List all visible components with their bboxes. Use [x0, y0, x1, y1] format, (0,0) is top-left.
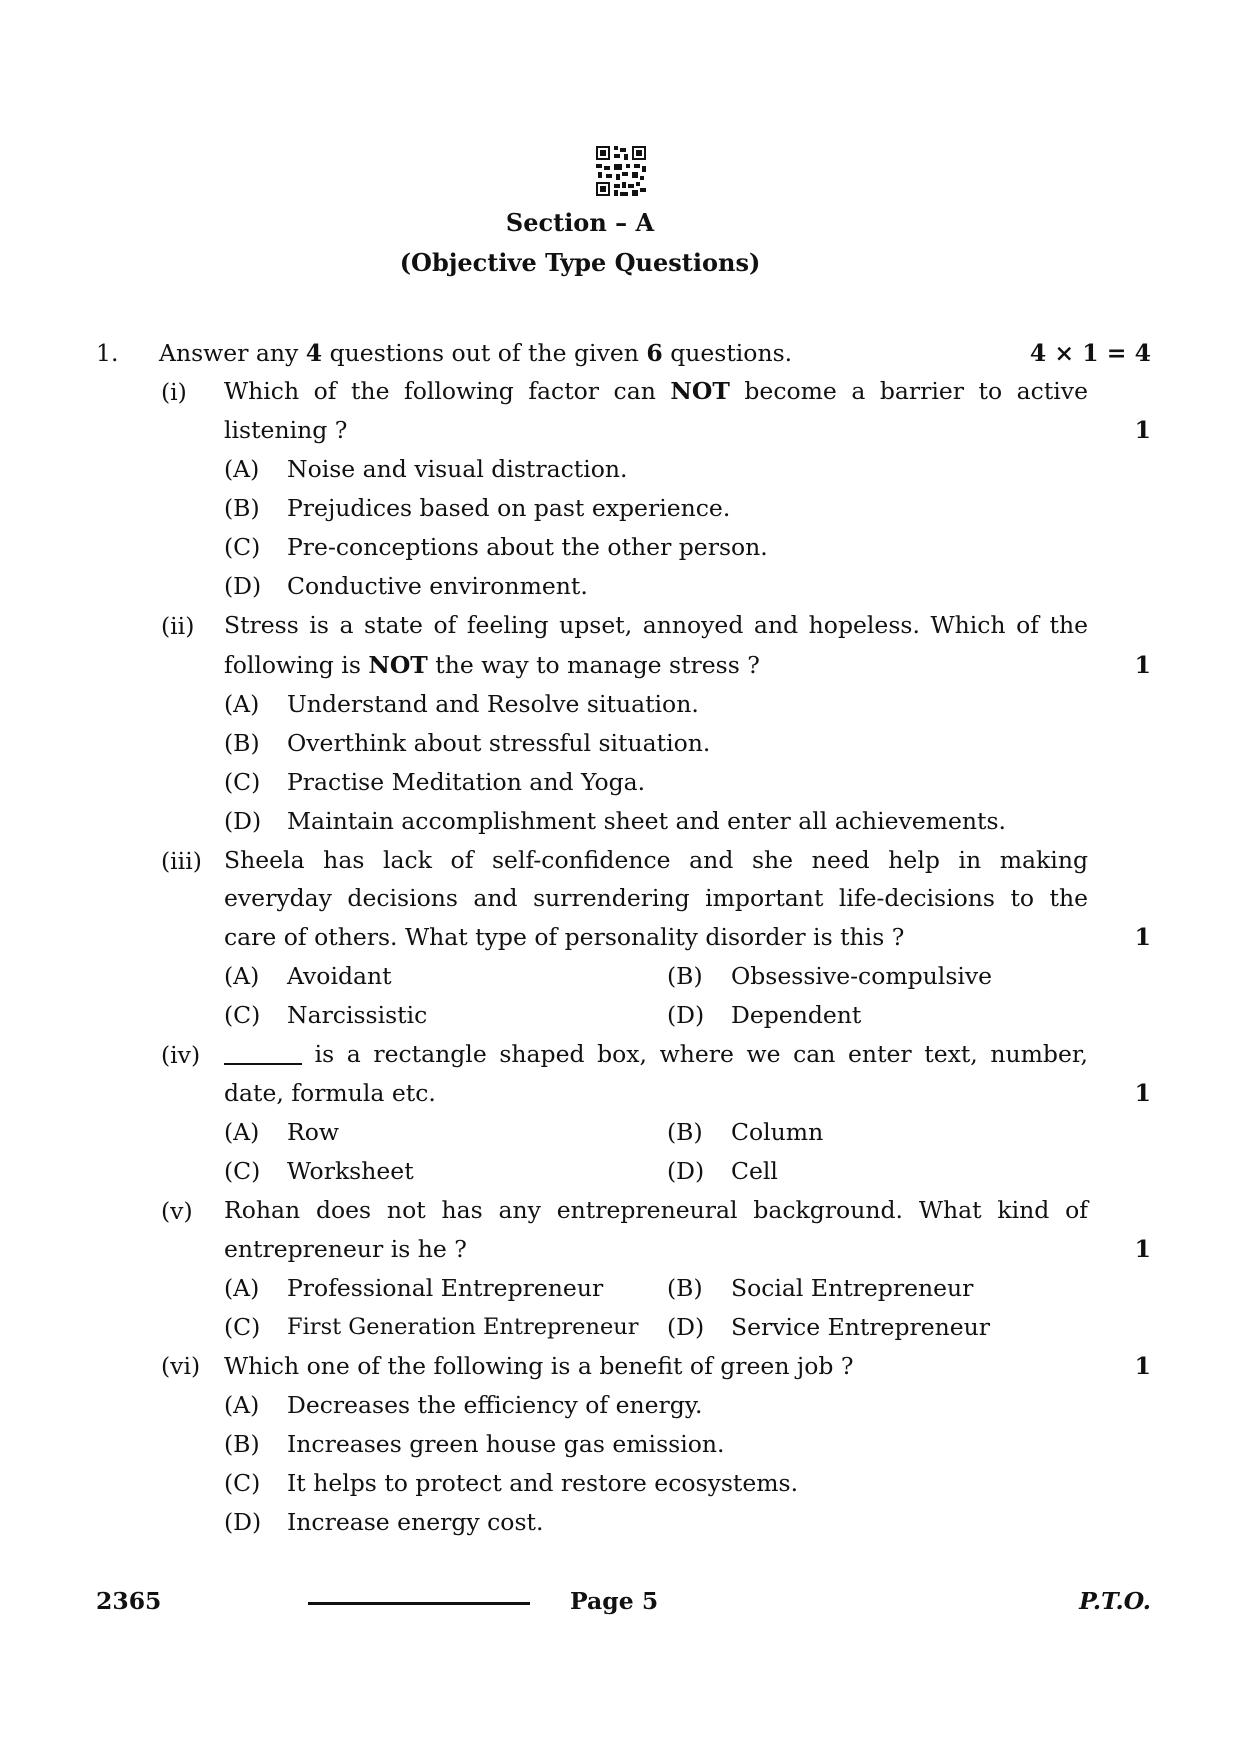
option-text: Noise and visual distraction. [287, 455, 628, 483]
option-letter: (A) [224, 1391, 260, 1419]
option-letter: (A) [224, 962, 260, 990]
option-text: Practise Meditation and Yoga. [287, 768, 646, 796]
subq-mark: 1 [1134, 1352, 1151, 1380]
option-text: Social Entrepreneur [731, 1274, 974, 1302]
option-text: It helps to protect and restore ecosystems. [287, 1469, 799, 1497]
subq-label: (iv) [161, 1041, 201, 1069]
option-letter: (D) [224, 572, 262, 600]
page-number: Page 5 [570, 1587, 659, 1615]
option-letter: (C) [224, 1469, 261, 1497]
section-subtitle: (Objective Type Questions) [399, 248, 761, 277]
option-text: Maintain accomplishment sheet and enter all achievements. [287, 807, 1006, 835]
option-letter: (D) [224, 1508, 262, 1536]
subq-mark: 1 [1134, 651, 1151, 679]
subq-text-cont: care of others. What type of personality disorder is this ? [224, 923, 905, 951]
option-text: Cell [731, 1157, 778, 1185]
option-text: Increases green house gas emission. [287, 1430, 725, 1458]
option-text: Decreases the efficiency of energy. [287, 1391, 703, 1419]
option-text: Conductive environment. [287, 572, 588, 600]
subq-text-cont: following is NOT the way to manage stress ? [224, 651, 760, 679]
option-text: Overthink about stressful situation. [287, 729, 711, 757]
subq-text: Rohan does not has any entrepreneural background. What kind of [224, 1196, 1088, 1224]
subq-mark: 1 [1134, 416, 1151, 444]
option-text: Narcissistic [287, 1001, 428, 1029]
subq-mark: 1 [1134, 1079, 1151, 1107]
pto-label: P.T.O. [1079, 1587, 1151, 1615]
option-text: Pre-conceptions about the other person. [287, 533, 768, 561]
option-letter: (A) [224, 455, 260, 483]
option-letter: (A) [224, 1274, 260, 1302]
option-letter: (B) [667, 962, 703, 990]
option-text: Column [731, 1118, 824, 1146]
subq-text: Which of the following factor can NOT become a barrier to active [224, 377, 1088, 405]
subq-text: Sheela has lack of self-confidence and she need help in making [224, 846, 1088, 874]
option-letter: (D) [667, 1001, 705, 1029]
option-letter: (A) [224, 690, 260, 718]
option-letter: (B) [667, 1274, 703, 1302]
option-letter: (C) [224, 533, 261, 561]
option-text: Avoidant [287, 962, 392, 990]
option-text: Obsessive-compulsive [731, 962, 993, 990]
option-text: Service Entrepreneur [731, 1313, 991, 1341]
subq-text: is a rectangle shaped box, where we can enter text, number, [224, 1036, 1088, 1074]
option-letter: (A) [224, 1118, 260, 1146]
option-letter: (D) [667, 1157, 705, 1185]
subq-label: (v) [161, 1197, 193, 1225]
option-text: Increase energy cost. [287, 1508, 544, 1536]
question-marks: 4 × 1 = 4 [1029, 339, 1151, 367]
option-letter: (B) [224, 1430, 260, 1458]
question-instruction: Answer any 4 questions out of the given 6 questions. [159, 339, 793, 367]
option-letter: (D) [667, 1313, 705, 1341]
subq-text-cont: everyday decisions and surrendering important life-decisions to the [224, 884, 1088, 912]
option-text: First Generation Entrepreneur [287, 1314, 639, 1340]
subq-label: (ii) [161, 612, 195, 640]
option-letter: (B) [224, 729, 260, 757]
qr-code-icon [596, 146, 646, 196]
fill-in-blank [224, 1063, 302, 1065]
option-letter: (B) [224, 494, 260, 522]
subq-mark: 1 [1134, 1235, 1151, 1263]
section-title: Section – A [505, 208, 655, 237]
option-text: Row [287, 1118, 339, 1146]
option-text: Professional Entrepreneur [287, 1274, 604, 1302]
subq-text-cont: date, formula etc. [224, 1079, 436, 1107]
subq-text: Which one of the following is a benefit of green job ? [224, 1352, 854, 1380]
option-text: Worksheet [287, 1157, 414, 1185]
subq-label: (vi) [161, 1352, 201, 1380]
option-letter: (C) [224, 1157, 261, 1185]
paper-code: 2365 [96, 1587, 162, 1615]
option-text: Understand and Resolve situation. [287, 690, 699, 718]
option-letter: (B) [667, 1118, 703, 1146]
question-number: 1. [96, 339, 119, 367]
option-letter: (C) [224, 768, 261, 796]
option-text: Prejudices based on past experience. [287, 494, 731, 522]
option-letter: (D) [224, 807, 262, 835]
subq-text-cont: entrepreneur is he ? [224, 1235, 467, 1263]
subq-label: (iii) [161, 847, 202, 875]
subq-text: Stress is a state of feeling upset, annoyed and hopeless. Which of the [224, 611, 1088, 639]
option-text: Dependent [731, 1001, 862, 1029]
subq-text-cont: listening ? [224, 416, 348, 444]
subq-label: (i) [161, 378, 187, 406]
footer-divider [308, 1602, 530, 1605]
subq-mark: 1 [1134, 923, 1151, 951]
option-letter: (C) [224, 1001, 261, 1029]
option-letter: (C) [224, 1313, 261, 1341]
